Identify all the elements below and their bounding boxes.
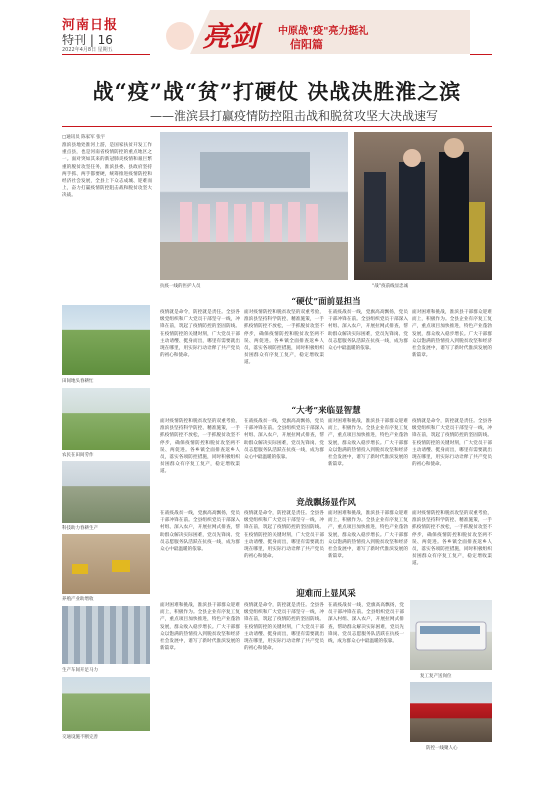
photo-factory [62,606,150,664]
section2-text-c: 面对困难和挑战，淮滨县干部群众迎难而上，积极作为。全县企业有序复工复产，重点项目加快推进，特色产业蓬勃发展，群众收入稳步增长。广大干部群众以饱满的热情投入到脱贫攻坚和经济社会发展中，谱写了新时代淮滨发展的新篇章。 [328,419,408,468]
section2-text-d: 疫情就是命令，防控就是责任。全县各级党组织和广大党员干部坚守一线，冲锋在前，筑起了疫情防控的坚固防线。在疫情防控的关键时刻，广大党员干部主动请缨、挺身而出，哪里有需要就出现在哪里，用实际行动诠释了共产党员的初心和使命。 [412,419,492,468]
section1-text-c: 在战疫战贫一线，党旗高高飘扬，党员干部冲锋在前。全县组织党员干部深入村组、深入农户，开展拉网式排查，帮助群众解决实际困难，党员先锋岗、党员志愿服务队活跃在抗疫一线，成为群众心中最温暖的依靠。 [328,310,408,352]
section3-text-b: 疫情就是命令，防控就是责任。全县各级党组织和广大党员干部坚守一线，冲锋在前，筑起了疫情防控的坚固防线。在疫情防控的关键时刻，广大党员干部主动请缨、挺身而出，哪里有需要就出现在哪里，用实际行动诠释了共产党员的初心和使命。 [244,511,324,560]
photo-fields [62,305,150,375]
caption-3: 田间地头春耕忙 [62,379,94,384]
caption-1: 抗疫一线的医护人员 [160,284,201,289]
caption-2: “战”疫前线显忠诚 [372,284,409,289]
section3-text-d: 面对疫情防控和脱贫攻坚的双重考验，淮滨县坚持科学防控、精准施策，一手抓疫情防控不放松，一手抓脱贫攻坚不停步，确保疫情防控和脱贫攻坚两不误、两促进。各乡镇全面排查返乡人员，落实各项防控措施，同时积极组织贫困群众有序复工复产，稳定增收渠道。 [412,511,492,567]
section-heading-2: “大考”来临显智慧 [291,406,361,416]
caption-10: 交通设施不断完善 [62,735,98,740]
caption-4: 农民在田间劳作 [62,453,94,458]
byline: □通讯员 陈家军 张宇 [62,135,106,140]
headline-title: 战“疫”战“贫”打硬仗 决战决胜淮之滨 [92,79,462,104]
section4-text-c: 在战疫战贫一线，党旗高高飘扬，党员干部冲锋在前。全县组织党员干部深入村组、深入农户，开展拉网式排查，帮助群众解决实际困难，党员先锋岗、党员志愿服务队活跃在抗疫一线，成为群众心中最温暖的依靠。 [328,603,404,645]
masthead-logo: 河南日报 [62,18,119,33]
banner-calligraphy: 亮剑 [202,20,259,53]
caption-5: 科技助力春耕生产 [62,526,98,531]
banner-line2: 信阳篇 [290,38,323,51]
section4-text-a: 面对困难和挑战，淮滨县干部群众迎难而上，积极作为。全县企业有序复工复产，重点项目加快推进，特色产业蓬勃发展，群众收入稳步增长。广大干部群众以饱满的热情投入到脱贫攻坚和经济社会发展中，谱写了新时代淮滨发展的新篇章。 [160,603,240,652]
section-number: 特刊 | 16 [62,33,113,47]
issue-date: 2022年4月8日 星期五 [62,47,113,53]
section-heading-4: 迎难而上显风采 [296,589,356,599]
section3-text-a: 在战疫战贫一线，党旗高高飘扬，党员干部冲锋在前。全县组织党员干部深入村组、深入农户，开展拉网式排查，帮助群众解决实际困难，党员先锋岗、党员志愿服务队活跃在抗疫一线，成为群众心中最温暖的依靠。 [160,511,240,553]
photo-highway [62,677,150,731]
banner-line1: 中原战"疫"亮力挺礼 [278,26,369,37]
headline-rule [62,126,492,127]
caption-12: 防控一线聚人心 [426,746,458,751]
caption-9: 生产车间开足马力 [62,668,98,673]
photo-drone [62,461,150,523]
headline-subtitle: ——淮滨县打赢疫情防控阻击战和脱贫攻坚大决战速写 [150,109,439,123]
photo-bus [410,600,492,670]
section-heading-1: “硬仗”面前显担当 [291,297,361,307]
section1-text-d: 面对困难和挑战，淮滨县干部群众迎难而上，积极作为。全县企业有序复工复产，重点项目加快推进，特色产业蓬勃发展，群众收入稳步增长。广大干部群众以饱满的热情投入到脱贫攻坚和经济社会发展中，谱写了新时代淮滨发展的新篇章。 [412,310,492,359]
section1-text-b: 面对疫情防控和脱贫攻坚的双重考验，淮滨县坚持科学防控、精准施策，一手抓疫情防控不放松，一手抓脱贫攻坚不停步，确保疫情防控和脱贫攻坚两不误、两促进。各乡镇全面排查返乡人员，落实各项防控措施，同时积极组织贫困群众有序复工复产，稳定增收渠道。 [244,310,324,366]
photo-volunteers [410,682,492,742]
caption-6: 养殖产业助增收 [62,597,94,602]
photo-medical-team [160,132,348,280]
section2-text-b: 在战疫战贫一线，党旗高高飘扬，党员干部冲锋在前。全县组织党员干部深入村组、深入农户，开展拉网式排查，帮助群众解决实际困难，党员先锋岗、党员志愿服务队活跃在抗疫一线，成为群众心中最温暖的依靠。 [244,419,324,461]
photo-frontline [354,132,492,280]
section4-text-b: 疫情就是命令，防控就是责任。全县各级党组织和广大党员干部坚守一线，冲锋在前，筑起了疫情防控的坚固防线。在疫情防控的关键时刻，广大党员干部主动请缨、挺身而出，哪里有需要就出现在哪里，用实际行动诠释了共产党员的初心和使命。 [244,603,324,652]
banner-graphic [150,10,470,62]
section1-text-a: 疫情就是命令，防控就是责任。全县各级党组织和广大党员干部坚守一线，冲锋在前，筑起了疫情防控的坚固防线。在疫情防控的关键时刻，广大党员干部主动请缨、挺身而出，哪里有需要就出现在哪里，用实际行动诠释了共产党员的初心和使命。 [160,310,240,359]
section3-text-c: 面对困难和挑战，淮滨县干部群众迎难而上，积极作为。全县企业有序复工复产，重点项目加快推进，特色产业蓬勃发展，群众收入稳步增长。广大干部群众以饱满的热情投入到脱贫攻坚和经济社会发展中，谱写了新时代淮滨发展的新篇章。 [328,511,408,560]
caption-11: 复工复产送岗位 [420,674,452,679]
photo-farmers [62,388,150,450]
section-heading-3: 竞战飘扬显作风 [296,498,356,508]
section2-text-a: 面对疫情防控和脱贫攻坚的双重考验，淮滨县坚持科学防控、精准施策，一手抓疫情防控不放松，一手抓脱贫攻坚不停步，确保疫情防控和脱贫攻坚两不误、两促进。各乡镇全面排查返乡人员，落实各项防控措施，同时积极组织贫困群众有序复工复产，稳定增收渠道。 [160,419,240,475]
photo-excavators [62,534,150,594]
lead-text: 淮滨县地处淮河上游，是国家扶贫开发工作重点县，也是河南省疫情防控的重点地区之一。面对突如其来的新冠肺炎疫情和艰巨繁重的脱贫攻坚任务，淮滨县委、县政府坚持两手抓、两手都要硬，统筹推进疫情防控和经济社会发展，全县上下众志成城、迎难而上，奋力打赢疫情防控阻击战和脱贫攻坚大决战。 [62,143,152,199]
